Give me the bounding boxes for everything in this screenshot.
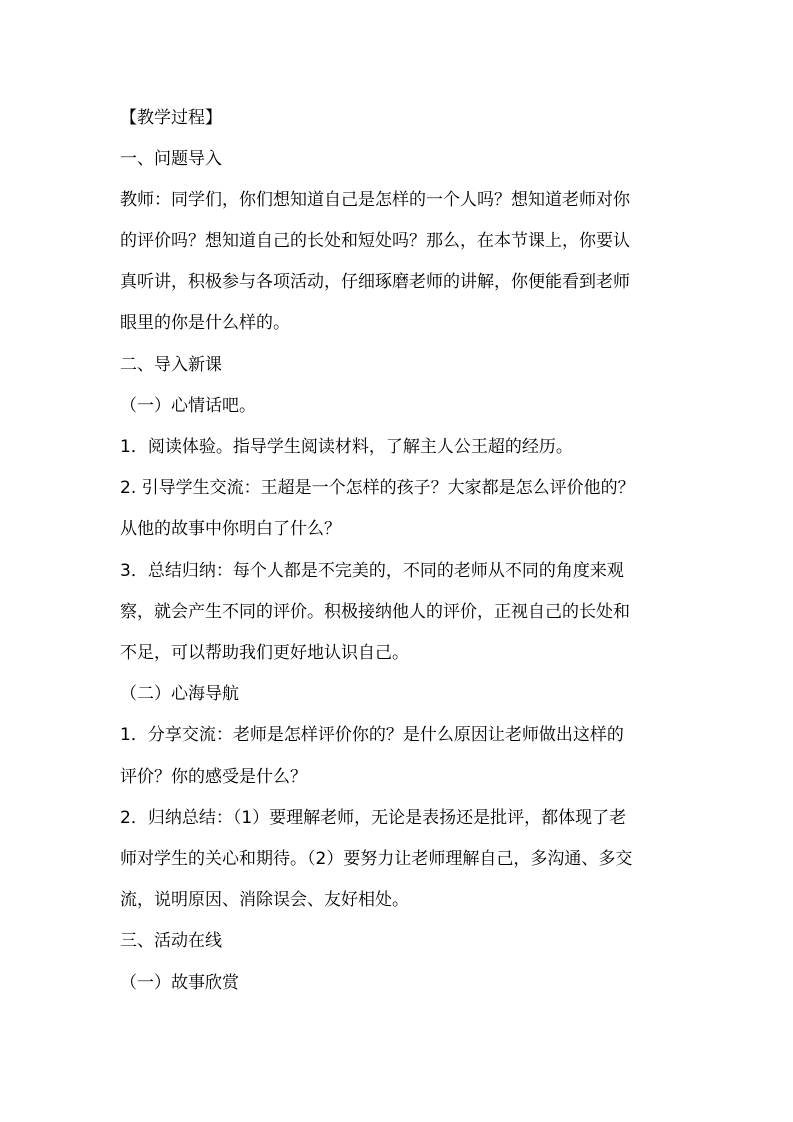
subheading-story-appreciation: （一）故事欣赏: [120, 973, 239, 993]
heading-problem-intro: 一、问题导入: [120, 149, 222, 169]
paragraph-line: 教师：同学们，你们想知道自己是怎样的一个人吗？想知道老师对你: [120, 190, 630, 210]
paragraph-line: 真听讲，积极参与各项活动，仔细琢磨老师的讲解，你便能看到老师: [120, 272, 630, 292]
list-item: 2. 引导学生交流：王超是一个怎样的孩子？大家都是怎么评价他的？: [120, 478, 635, 498]
subheading-mood-talk: （一）心情话吧。: [120, 396, 256, 416]
heading-new-lesson: 二、导入新课: [120, 355, 222, 375]
paragraph-line: 评价？你的感受是什么？: [120, 767, 307, 787]
heading-activity-online: 三、活动在线: [120, 931, 222, 951]
section-heading-teaching-process: 【教学过程】: [120, 108, 222, 128]
paragraph-line: 不足，可以帮助我们更好地认识自己。: [120, 643, 409, 663]
paragraph-line: 的评价吗？想知道自己的长处和短处吗？那么，在本节课上，你要认: [120, 231, 630, 251]
list-item: 2．归纳总结：（1）要理解老师，无论是表扬还是批评，都体现了老: [120, 808, 627, 828]
paragraph-line: 师对学生的关心和期待。（2）要努力让老师理解自己，多沟通、多交: [120, 849, 633, 869]
list-item: 1．阅读体验。指导学生阅读材料，了解主人公王超的经历。: [120, 437, 573, 457]
paragraph-line: 流，说明原因、消除误会、友好相处。: [120, 890, 409, 910]
paragraph-line: 眼里的你是什么样的。: [120, 313, 290, 333]
paragraph-line: 从他的故事中你明白了什么？: [120, 519, 341, 539]
paragraph-line: 察，就会产生不同的评价。积极接纳他人的评价，正视自己的长处和: [120, 602, 630, 622]
subheading-mind-navigation: （二）心海导航: [120, 684, 239, 704]
list-item: 1．分享交流：老师是怎样评价你的？是什么原因让老师做出这样的: [120, 725, 624, 745]
list-item: 3．总结归纳：每个人都是不完美的，不同的老师从不同的角度来观: [120, 561, 624, 581]
